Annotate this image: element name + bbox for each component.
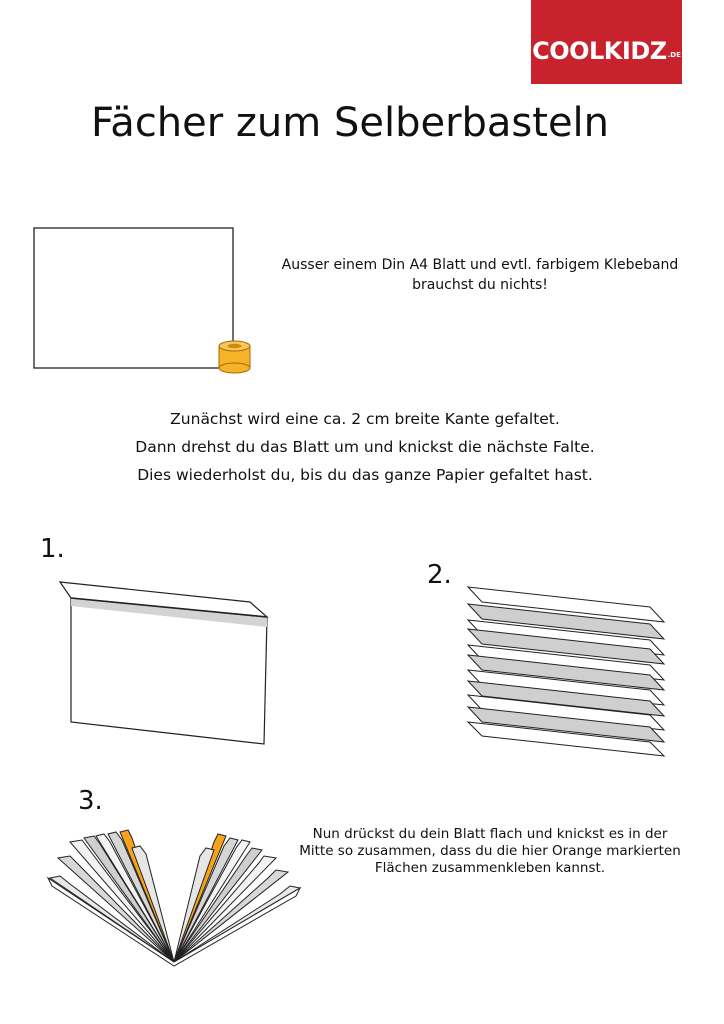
logo-suffix: .DE	[667, 51, 681, 59]
step-2-illustration	[468, 587, 664, 756]
final-line-3: Flächen zusammenkleben kannst.	[374, 860, 606, 876]
intro-line-1: Ausser einem Din A4 Blatt und evtl. farbigem Klebeband	[281, 257, 679, 273]
final-line-2: Mitte so zusammen, dass du die hier Orange markierten	[299, 843, 681, 859]
final-line-1: Nun drückst du dein Blatt flach und knickst es in der	[312, 826, 668, 842]
step-number-2: 2.	[427, 560, 452, 590]
intro-line-2: brauchst du nichts!	[412, 277, 548, 293]
step-number-1: 1.	[40, 534, 65, 564]
a4-sheet-illustration	[34, 228, 233, 368]
step-number-3: 3.	[78, 786, 103, 816]
page-title: Fächer zum Selberbasteln	[90, 100, 610, 146]
step-1-illustration	[60, 582, 267, 744]
tape-roll-icon	[219, 341, 250, 373]
logo-text: COOLKIDZ	[532, 37, 667, 65]
instructions-line-2: Dann drehst du das Blatt um und knickst die nächste Falte.	[135, 438, 595, 456]
step-3-fan-illustration	[48, 830, 300, 966]
instructions-line-1: Zunächst wird eine ca. 2 cm breite Kante gefaltet.	[170, 410, 560, 428]
instructions-line-3: Dies wiederholst du, bis du das ganze Papier gefaltet hast.	[137, 466, 593, 484]
